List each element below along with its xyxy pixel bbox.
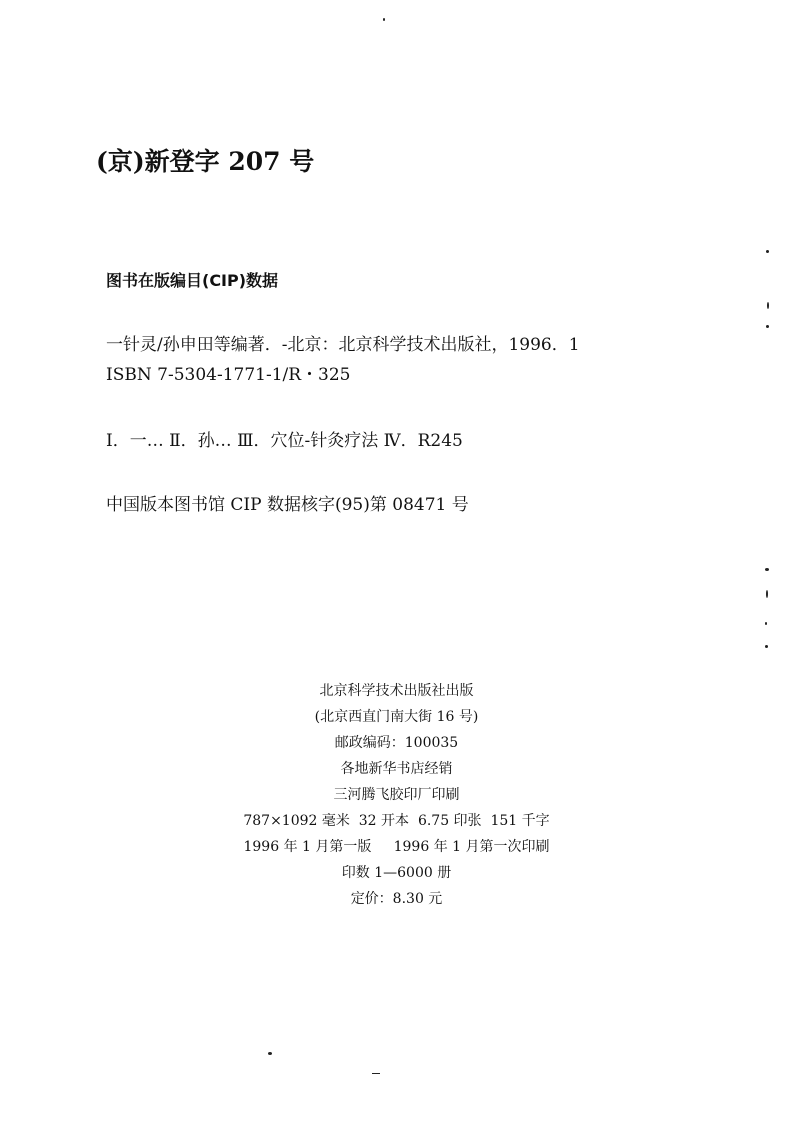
imprint-specs: 787×1092 毫米 32 开本 6.75 印张 151 千字: [243, 813, 550, 829]
imprint-price: 定价：8.30 元: [350, 891, 443, 907]
imprint-distributor: 各地新华书店经销: [340, 761, 453, 777]
imprint-block: [0, 678, 793, 912]
imprint-printer: 三河腾飞胶印厂印刷: [333, 787, 460, 803]
cip-subjects-line: Ⅰ．一… Ⅱ．孙… Ⅲ．穴位-针灸疗法 Ⅳ．R245: [106, 431, 463, 451]
imprint-edition: 1996 年 1 月第一版 1996 年 1 月第一次印刷: [243, 839, 550, 855]
imprint-postcode: 邮政编码：100035: [334, 735, 459, 751]
scan-speck: [767, 302, 769, 309]
scan-speck: [765, 622, 767, 625]
scan-speck: [268, 1052, 272, 1055]
cip-isbn-line: ISBN 7-5304-1771-1/R・325: [106, 365, 351, 385]
scan-speck: [383, 18, 385, 21]
scan-speck: [372, 1073, 380, 1074]
cip-heading: 图书在版编目(CIP)数据: [106, 271, 279, 290]
scan-speck: [766, 250, 769, 253]
scan-speck: [765, 645, 768, 648]
cip-verification-number: 中国版本图书馆 CIP 数据核字(95)第 08471 号: [106, 495, 469, 515]
scan-speck: [766, 325, 769, 328]
scan-speck: [766, 590, 768, 598]
imprint-publisher: 北京科学技术出版社出版: [319, 683, 474, 699]
scan-speck: [765, 568, 769, 571]
cip-title-line: 一针灵/孙申田等编著．-北京：北京科学技术出版社，1996．1: [106, 335, 580, 355]
imprint-print-run: 印数 1—6000 册: [341, 865, 452, 881]
registration-number: (京)新登字 207 号: [96, 147, 315, 176]
imprint-address: (北京西直门南大街 16 号): [314, 709, 479, 725]
